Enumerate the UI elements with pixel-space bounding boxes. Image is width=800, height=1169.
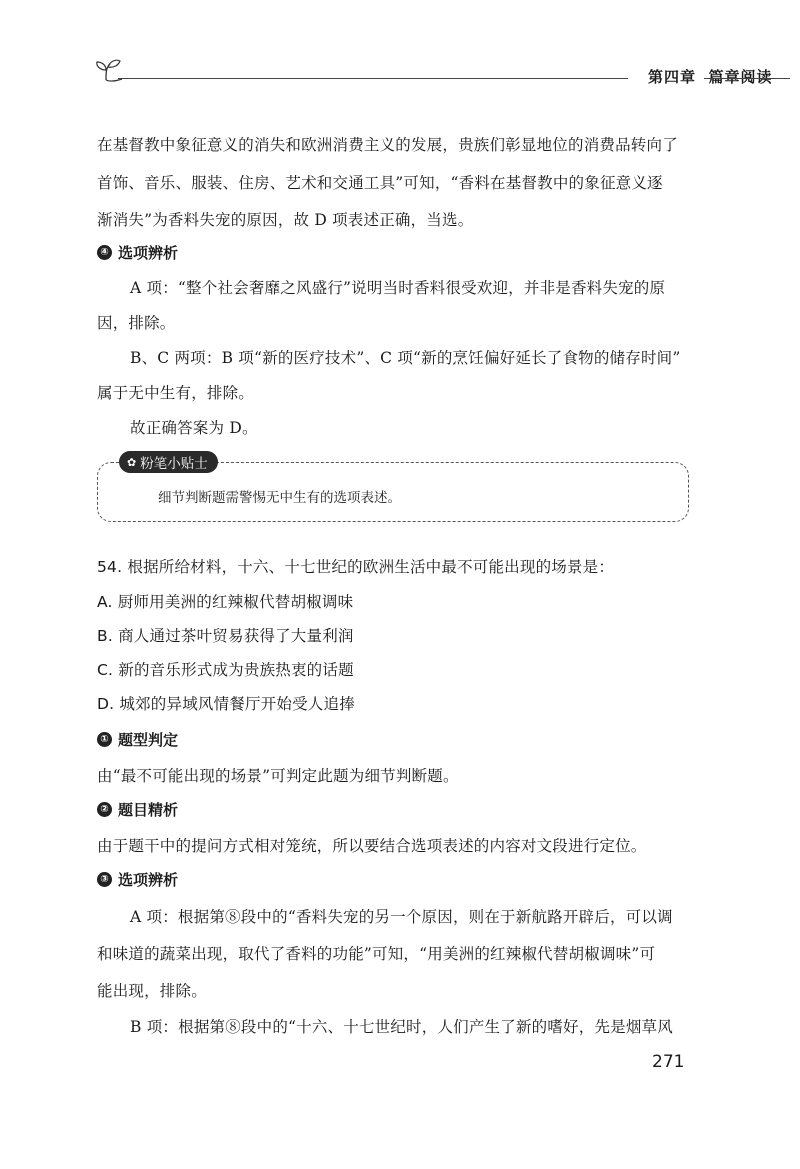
- option-analysis-heading-2: [97, 869, 178, 890]
- page-number: 271: [652, 1052, 685, 1072]
- option-bc-analysis-line-2: 属于无中生有，排除。: [97, 384, 255, 402]
- type-judgement-heading: [97, 729, 178, 750]
- option-a-detail-line-3: 能出现，排除。: [97, 982, 207, 1000]
- header-rule-left: [118, 78, 628, 79]
- tip-text: 细节判断题需警惕无中生有的选项表述。: [158, 490, 401, 506]
- continuation-line-3: 渐消失”为香料失宠的原因，故 D 项表述正确，当选。: [97, 211, 474, 229]
- section-title: 篇章阅读: [708, 68, 773, 86]
- continuation-line-2: 首饰、音乐、服装、住房、艺术和交通工具”可知，“香料在基督教中的象征意义逐: [97, 174, 663, 192]
- option-bc-analysis-line-1: B、C 两项：B 项“新的医疗技术”、C 项“新的烹饪偏好延长了食物的储存时间”: [130, 349, 681, 367]
- question-option-c: C. 新的音乐形式成为贵族热衷的话题: [97, 661, 354, 679]
- tip-label: [119, 451, 218, 473]
- option-b-detail-line-1: B 项：根据第⑧段中的“十六、十七世纪时，人们产生了新的嗜好，先是烟草风: [130, 1018, 673, 1036]
- tip-label-text: 粉笔小贴士: [140, 456, 208, 472]
- option-a-analysis-line-1: A 项：“整个社会奢靡之风盛行”说明当时香料很受欢迎，并非是香料失宠的原: [130, 279, 666, 297]
- number-4-icon: ④: [97, 245, 112, 260]
- option-analysis-heading: [97, 242, 178, 263]
- question-option-b: B. 商人通过茶叶贸易获得了大量利润: [97, 627, 354, 645]
- question-stem: 54. 根据所给材料，十六、十七世纪的欧洲生活中最不可能出现的场景是：: [97, 558, 615, 576]
- question-analysis-heading: [97, 799, 178, 820]
- option-a-analysis-line-2: 因，排除。: [97, 314, 176, 332]
- chapter-title: [648, 66, 772, 87]
- number-3-icon: ③: [97, 872, 112, 887]
- option-analysis-heading-label: 选项辨析: [118, 244, 179, 262]
- type-judgement-heading-label: 题型判定: [118, 731, 179, 749]
- header-rule-right: [704, 78, 790, 79]
- question-option-d: D. 城郊的异域风情餐厅开始受人追捧: [97, 695, 355, 713]
- number-1-icon: ①: [97, 732, 112, 747]
- option-a-detail-line-2: 和味道的蔬菜出现，取代了香料的功能”可知，“用美洲的红辣椒代替胡椒调味”可: [97, 945, 656, 963]
- chapter-number: 第四章: [648, 68, 697, 86]
- option-a-detail-line-1: A 项：根据第⑧段中的“香料失宠的另一个原因，则在于新航路开辟后，可以调: [130, 908, 673, 926]
- question-analysis-text: 由于题干中的提问方式相对笼统，所以要结合选项表述的内容对文段进行定位。: [97, 837, 647, 855]
- continuation-line-1: 在基督教中象征意义的消失和欧洲消费主义的发展，贵族们彰显地位的消费品转向了: [97, 136, 678, 154]
- question-analysis-heading-label: 题目精析: [118, 801, 179, 819]
- running-header: [92, 56, 792, 88]
- option-analysis-heading-2-label: 选项辨析: [118, 871, 179, 889]
- type-judgement-text: 由“最不可能出现的场景”可判定此题为细节判断题。: [97, 767, 459, 785]
- question-option-a: A. 厨师用美洲的红辣椒代替胡椒调味: [97, 593, 354, 611]
- correct-answer: 故正确答案为 D。: [130, 419, 258, 437]
- sprout-icon: ✿: [127, 455, 137, 469]
- number-2-icon: ②: [97, 802, 112, 817]
